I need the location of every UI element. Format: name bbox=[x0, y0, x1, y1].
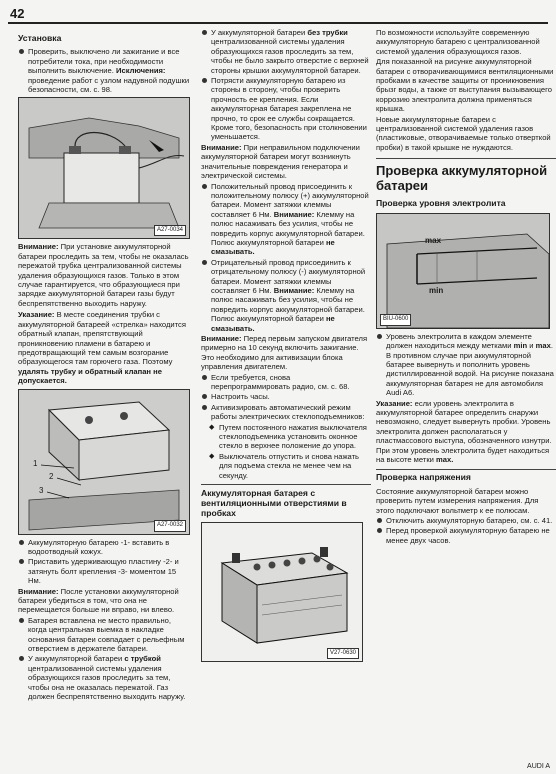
step-shake-battery: Потрясти аккумуляторную батарею из стороны в сторону, чтобы проверить прочность ее крепления. Если аккумуляторная батарея закреплена не прочно, то срок ее службы сокращается. Кроме того, безопасность при столкновении уменьшается. bbox=[201, 76, 371, 142]
step-text-b: централизованной системы удаления образующихся газов проследить за тем, чтобы она не оказалась пережатой. Газ должен беспрепятственно выходить наружу. bbox=[28, 663, 186, 702]
callout-1: 1 bbox=[33, 458, 38, 468]
subheading-electrolyte: Проверка уровня электролита bbox=[376, 198, 506, 209]
note-bold-text: удалять трубку и обратный клапан не допускается. bbox=[18, 366, 162, 386]
vented-battery-illustration bbox=[202, 523, 362, 661]
attention-tube bbox=[18, 242, 190, 308]
attention-wrong-connection bbox=[201, 143, 371, 181]
step-insert-battery: Аккумуляторную батарею -1- вставить в водоотводный кожух. bbox=[18, 538, 190, 557]
figure-vented-battery bbox=[201, 522, 363, 662]
column-3 bbox=[376, 28, 556, 546]
page-number: 42 bbox=[10, 6, 25, 21]
step-clock: Настроить часы. bbox=[201, 392, 371, 401]
note-text: если уровень электролита в аккумуляторной батарее определить снаружи невозможно, следует вывернуть пробки. Уровень электролита должен располагаться у пластмассового выступа, обозначенного изнутри. При этом уровень электролита будет находиться на высоте метки bbox=[376, 398, 552, 464]
figure-code: BIU-0600 bbox=[380, 314, 411, 325]
attention-text: После установки аккумуляторной батареи убедиться в том, что она не перемещается больше ни вправо, ни влево. bbox=[18, 586, 179, 615]
attention-text: Перед первым запуском двигателя примерно на 10 секунд включить зажигание. Это необходимо для активизации блока управления двигателем. bbox=[201, 334, 368, 372]
note-check-valve bbox=[18, 310, 190, 385]
step-connect-positive bbox=[201, 182, 371, 257]
note-label: Указание: bbox=[376, 398, 413, 408]
attention-label: Внимание: bbox=[273, 285, 315, 295]
attention-label: Внимание: bbox=[18, 242, 59, 252]
callout-3: 3 bbox=[39, 485, 44, 495]
step-check-ignition bbox=[18, 47, 190, 94]
electrolyte-level-illustration bbox=[377, 214, 549, 328]
step-wait: Перед проверкой аккумуляторную батарею не менее двух часов. bbox=[376, 526, 556, 545]
step-position-check: Батарея вставлена не место правильно, когда центральная выемка в накладке основания батареи совпадает с рельефным отверстием в держателе батареи. bbox=[18, 616, 190, 654]
battery-engine-bay-illustration bbox=[19, 98, 189, 238]
step-text-bold: без трубки bbox=[307, 28, 348, 37]
step-windows: Активизировать автоматический режим работы электрических стеклоподъемников: bbox=[201, 403, 371, 422]
box-heading-vented-battery: Аккумуляторная батарея с вентиляционными отверстиями в пробках bbox=[201, 484, 371, 518]
step-tube-check bbox=[18, 654, 190, 701]
figure-battery-mount bbox=[18, 389, 190, 535]
figure-electrolyte-level bbox=[376, 213, 550, 329]
section-heading-check-battery: Проверка аккумуляторной батареи bbox=[376, 158, 556, 193]
exceptions-text: проведение работ с узлом надувной подушки безопасности, см. с. 98. bbox=[28, 75, 190, 95]
step-text: Отрицательный провод присоединить к отрицательному полюсу (-) аккумуляторной батареи. Момент затяжки клеммы составляет 6 Нм. bbox=[211, 257, 366, 295]
step-text-bold: с трубкой bbox=[124, 654, 161, 664]
max-mark: max bbox=[535, 341, 551, 351]
battery-mount-illustration bbox=[19, 390, 189, 534]
step-no-tube-check bbox=[201, 28, 371, 75]
step-text-bold: не смазывать. bbox=[211, 314, 335, 333]
substep-hold-switch: ◆ Путем постоянного нажатия выключателя стеклоподъемника установить оконное стекло в верхнее положение до упора. bbox=[209, 423, 371, 451]
figure-code: A27-0032 bbox=[154, 520, 186, 531]
step-text: Проверить, выключено ли зажигание и все потребители тока, при необходимости выполнить выключение. bbox=[28, 47, 180, 76]
callout-2: 2 bbox=[49, 471, 54, 481]
figure-code: A27-0034 bbox=[154, 225, 186, 236]
step-text-b: . В противном случае при аккумуляторной батарее вывернуть и пополнить уровень дистиллированной водой. На рисунке показана аккумуляторная батарея не для автомобиля Audi A6. bbox=[386, 341, 554, 398]
step-tighten-bolt: Приставить удерживающую пластину -2- и затянуть болт крепления -3- моментом 15 Нм. bbox=[18, 557, 190, 585]
min-mark: min bbox=[513, 341, 528, 351]
step-text-a: У аккумуляторной батареи bbox=[211, 28, 306, 37]
attention-label: Внимание: bbox=[273, 209, 315, 219]
step-text-a: Уровень электролита в каждом элементе должен находиться между метками bbox=[386, 331, 532, 351]
note-bold-text: max. bbox=[436, 454, 454, 464]
attention-label: Внимание: bbox=[18, 586, 59, 596]
max-mark-label: max bbox=[425, 235, 442, 245]
subheading-voltage: Проверка напряжения bbox=[376, 469, 556, 482]
note-text: В месте соединения трубки с аккумуляторной батареей «стрелка» находится обратный клапан, препятствующий проникновению пламени в батарею и предотвращающий тем самым возгорание образующегося там горючего газа. Поэтому bbox=[18, 310, 186, 367]
page-footer: AUDI A bbox=[527, 763, 550, 770]
step-text-tail: Клемму на полюс насаживать без усилия, чтобы не повредить корпус аккумуляторной батареи. Полюс аккумуляторной батареи bbox=[211, 285, 365, 324]
paragraph-new-batteries: Новые аккумуляторные батареи с централизованной системой удаления газов (пластиковые, отворачиваемые только отверткой пробки) в такой крышке не нуждаются. bbox=[376, 114, 551, 152]
attention-text: При установке аккумуляторной батареи проследить за тем, чтобы не оказалась пережатой трубка централизованной системы удаления образующихся газов. Только в этом случае гарантируется, что образующиеся при зарядке аккумуляторной батареи газы будут беспрепятственно выходить наружу. bbox=[18, 242, 189, 308]
step-text-tail: Клемму на полюс насаживать без усилия, чтобы не повредить корпус аккумуляторной батареи. Полюс аккумуляторной батареи bbox=[211, 209, 365, 247]
step-text-bold: не смазывать. bbox=[211, 237, 335, 257]
step-text: Положительный провод присоединить к положительному полюсу (+) аккумуляторной батареи. Момент затяжки клеммы составляет 6 Нм. bbox=[211, 181, 369, 219]
attention-label: Внимание: bbox=[201, 334, 242, 343]
top-rule bbox=[8, 22, 548, 24]
figure-battery-in-car bbox=[18, 97, 190, 239]
paragraph-central-venting: По возможности используйте современную аккумуляторную батарею с централизованной системой удаления образующихся газов. bbox=[376, 28, 540, 56]
section-heading-install: Установка bbox=[18, 33, 62, 43]
min-mark-label: min bbox=[429, 285, 444, 295]
step-text-a: У аккумуляторной батареи bbox=[28, 654, 123, 664]
step-disconnect: Отключить аккумуляторную батарею, см. с. 41. bbox=[376, 516, 556, 525]
attention-first-start bbox=[201, 334, 371, 372]
exceptions-label: Исключения: bbox=[116, 66, 166, 76]
column-2 bbox=[201, 28, 371, 662]
step-electrolyte-level bbox=[376, 332, 556, 398]
attention-label: Внимание: bbox=[201, 142, 242, 152]
column-1 bbox=[18, 30, 190, 702]
paragraph-voltage: Состояние аккумуляторной батареи можно проверить путем измерения напряжения. Для этого подключают вольтметр к ее полюсам. bbox=[376, 486, 539, 515]
substep-release-switch: ◆ Выключатель отпустить и снова нажать для подъема стекла не менее чем на секунду. bbox=[209, 452, 371, 480]
attention-text: При неправильном подключении аккумуляторной батареи могут возникнуть значительные повреждения генератора и электрической системы. bbox=[201, 142, 360, 181]
step-connect-negative bbox=[201, 258, 371, 333]
step-text-b: централизованной системы удаления образующихся газов проследить за тем, чтобы не было закрыто отверстие с верхней стороны крышки аккумуляторной батареи. bbox=[211, 37, 369, 75]
note-label: Указание: bbox=[18, 310, 55, 320]
attention-movement bbox=[18, 587, 190, 615]
paragraph-cover: Для показанной на рисунке аккумуляторной батареи с отворачивающимися вентиляционными пробками в качестве защиты от проникновения брызг воды, а также от выступания вызывающего коррозию электролита должна применяться крышка. bbox=[376, 57, 554, 114]
note-electrolyte bbox=[376, 399, 556, 465]
figure-code: V27-0630 bbox=[327, 648, 359, 659]
step-radio: Если требуется, снова перепрограммировать радио, см. с. 68. bbox=[201, 373, 371, 392]
and-word: и bbox=[529, 341, 534, 351]
